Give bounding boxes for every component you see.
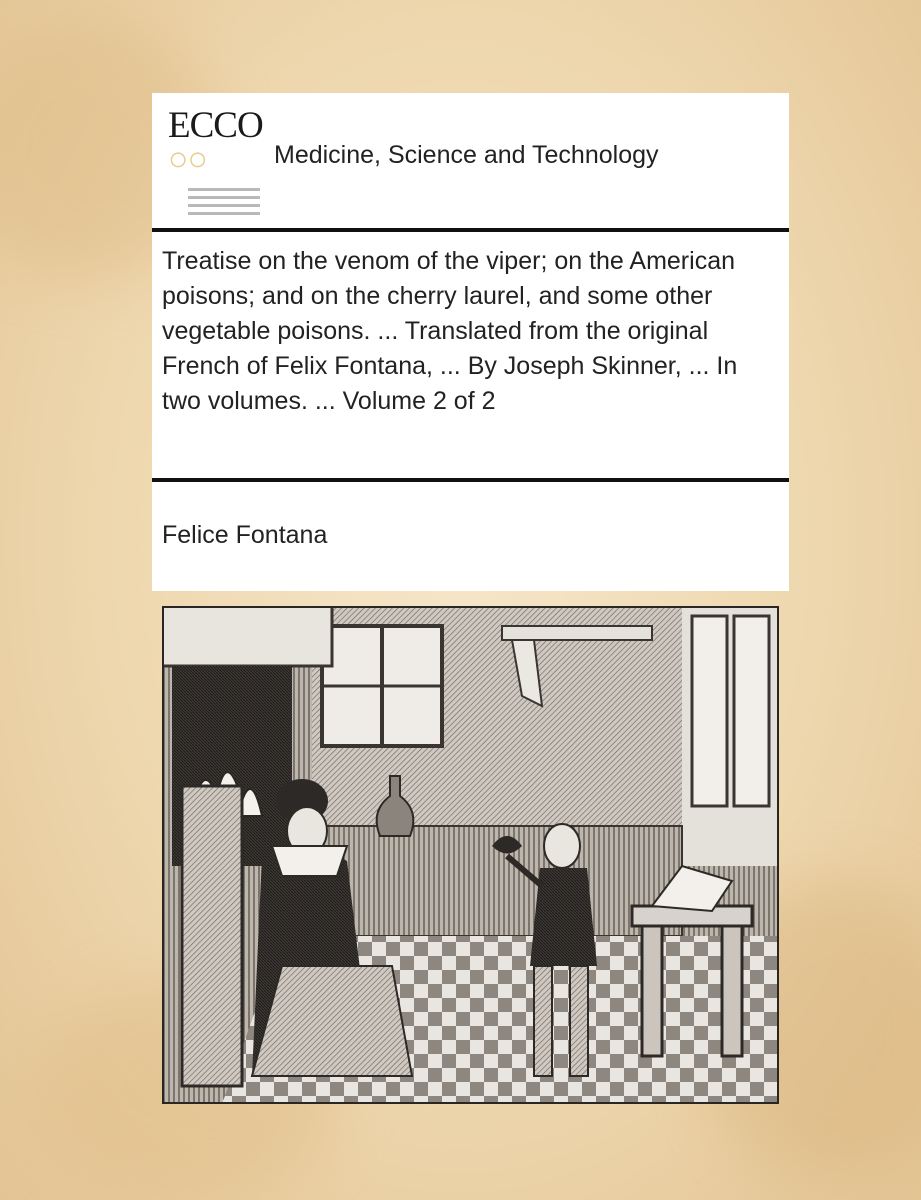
ecco-logo	[168, 107, 264, 215]
cover-card	[152, 93, 789, 591]
logo-imprint-lines	[188, 183, 260, 220]
logo-ghost-mark: ○○	[168, 141, 208, 178]
cover-engraving	[162, 606, 779, 1104]
series-title: Medicine, Science and Technology	[274, 141, 659, 169]
author-name: Felice Fontana	[162, 521, 328, 549]
series-band	[152, 93, 789, 230]
top-rule	[152, 228, 789, 232]
logo-text: ECCO	[168, 105, 263, 146]
book-title: Treatise on the venom of the viper; on the American poisons; and on the cherry laurel, and some other vegetable poisons. ... Translated from the original French of Felix Fontana, ... By Joseph Skinner, ... In two volumes. ... Volume 2 of 2	[162, 247, 738, 415]
bottom-rule	[152, 478, 789, 482]
